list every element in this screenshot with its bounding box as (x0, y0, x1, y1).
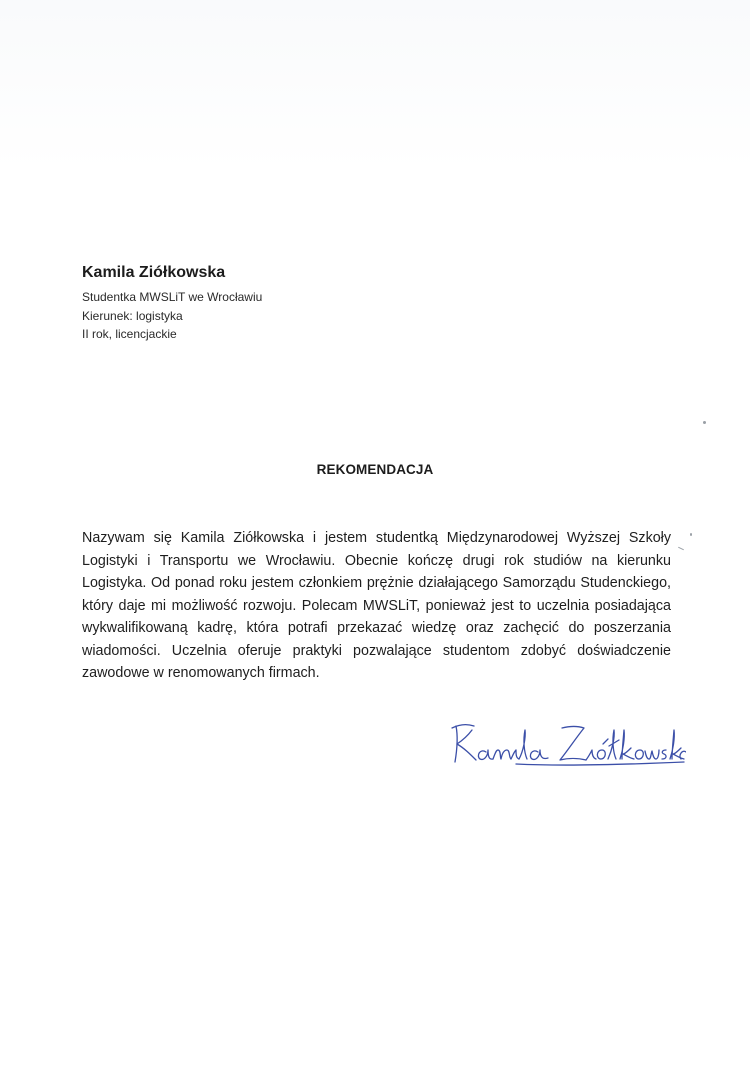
document-title: REKOMENDACJA (316, 462, 434, 477)
handwritten-signature (446, 712, 686, 776)
recommendation-body: Nazywam się Kamila Ziółkowska i jestem studentką Międzynarodowej Wyższej Szkoły Logistyki i Transportu we Wrocławiu. Obecnie kończę drugi rok studiów na kierunku Logistyka. Od ponad roku jestem członkiem prężnie działającego Samorządu Studenckiego, który daje mi możliwość rozwoju. Polecam MWSLiT, ponieważ jest to uczelnia posiadająca wykwalifikowaną kadrę, która potrafi przekazać wiedzę oraz zachęcić do poszerzania wiadomości. Uczelnia oferuje praktyki pozwalające studentom zdobyć doświadczenie zawodowe w renomowanych firmach. (82, 530, 671, 681)
sender-affiliation: Studentka MWSLiT we Wrocławiu (82, 290, 263, 304)
scan-speck (703, 421, 706, 424)
sender-block (82, 264, 482, 344)
sender-year: II rok, licencjackie (82, 327, 177, 341)
scan-speck (690, 533, 692, 536)
scan-speck (678, 547, 684, 550)
scan-background-texture (0, 0, 750, 170)
sender-field-of-study: Kierunek: logistyka (82, 308, 183, 323)
sender-name: Kamila Ziółkowska (82, 264, 226, 281)
